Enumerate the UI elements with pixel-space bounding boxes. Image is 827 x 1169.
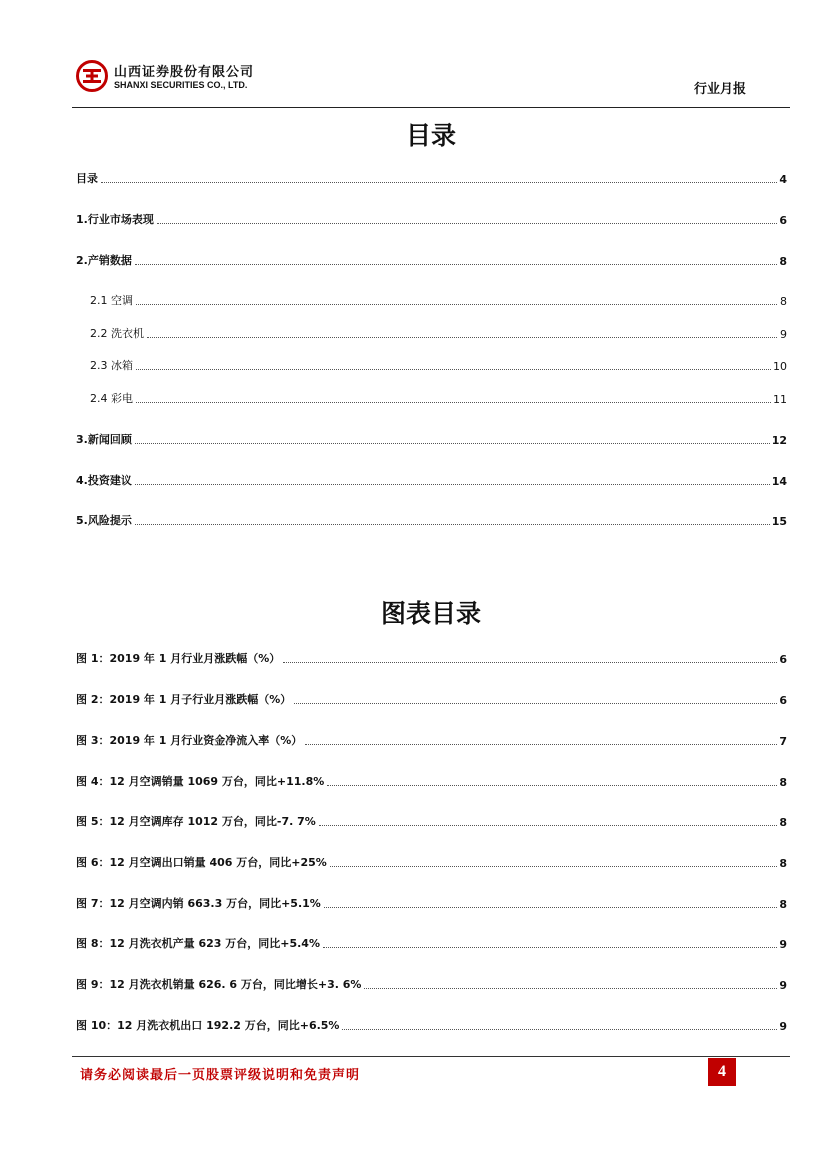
toc-entry-label: 5.风险提示 <box>76 514 132 527</box>
figure-entry-page: 8 <box>779 816 787 829</box>
page-header <box>76 56 790 108</box>
dot-leader <box>135 484 770 485</box>
dot-leader <box>101 182 777 183</box>
figure-entry[interactable] <box>76 689 787 707</box>
figure-entry[interactable] <box>76 974 787 992</box>
toc-entry-investment-advice[interactable] <box>76 470 787 488</box>
figure-entry-label: 图 5：12 月空调库存 1012 万台，同比-7. 7% <box>76 815 316 828</box>
report-type: 行业月报 <box>693 82 746 97</box>
figure-entry-label: 图 10：12 月洗衣机出口 192.2 万台，同比+6.5% <box>76 1019 340 1032</box>
toc-entry-production-sales[interactable] <box>76 250 787 268</box>
figure-entry-page: 7 <box>779 735 787 748</box>
toc-entry-label: 4.投资建议 <box>76 474 132 487</box>
toc-entry-news[interactable] <box>76 429 787 447</box>
toc-entry-air-conditioner[interactable] <box>90 290 787 308</box>
toc-entry-market-performance[interactable] <box>76 209 787 227</box>
figure-entry[interactable] <box>76 933 787 951</box>
toc-entry-label: 2.3 冰箱 <box>90 359 133 372</box>
figure-entry-page: 9 <box>779 938 787 951</box>
figure-entry[interactable] <box>76 893 787 911</box>
toc-entry-page: 8 <box>780 295 787 308</box>
toc-entry-refrigerator[interactable] <box>90 355 787 373</box>
dot-leader <box>294 703 777 704</box>
toc-entry-page: 12 <box>771 434 787 447</box>
toc-entry-label: 2.2 洗衣机 <box>90 327 144 340</box>
figure-entry-page: 8 <box>779 898 787 911</box>
dot-leader <box>135 524 770 525</box>
toc-entry-label: 目录 <box>76 172 98 185</box>
figure-entry-page: 6 <box>779 694 787 707</box>
toc-entry-page: 9 <box>780 328 787 341</box>
dot-leader <box>135 264 777 265</box>
figure-list-title: 图表目录 <box>380 599 481 628</box>
figure-entry-label: 图 7：12 月空调内销 663.3 万台，同比+5.1% <box>76 897 321 910</box>
figure-entry[interactable] <box>76 648 787 666</box>
figure-entry[interactable] <box>76 1015 787 1033</box>
dot-leader <box>283 662 777 663</box>
toc-entry-label: 2.1 空调 <box>90 294 133 307</box>
figure-entry-label: 图 3：2019 年 1 月行业资金净流入率（%） <box>76 734 303 747</box>
toc-entry-page: 4 <box>779 173 787 186</box>
header-divider <box>72 107 790 108</box>
toc-entry-risk-warning[interactable] <box>76 510 787 528</box>
toc-entry-label: 2.产销数据 <box>76 254 132 267</box>
figure-entry-label: 图 4：12 月空调销量 1069 万台，同比+11.8% <box>76 775 325 788</box>
figure-entry-label: 图 2：2019 年 1 月子行业月涨跌幅（%） <box>76 693 292 706</box>
toc-entry-page: 14 <box>771 475 787 488</box>
figure-entry-page: 9 <box>779 979 787 992</box>
figure-entry-page: 6 <box>779 653 787 666</box>
dot-leader <box>157 223 777 224</box>
figure-entry[interactable] <box>76 811 787 829</box>
page-number-badge: 4 <box>708 1058 736 1086</box>
figure-entry-label: 图 8：12 月洗衣机产量 623 万台，同比+5.4% <box>76 937 320 950</box>
figure-entry-label: 图 6：12 月空调出口销量 406 万台，同比+25% <box>76 856 327 869</box>
figure-entry-page: 9 <box>779 1020 787 1033</box>
dot-leader <box>319 825 777 826</box>
toc-entry-label: 1.行业市场表现 <box>76 213 154 226</box>
dot-leader <box>135 443 770 444</box>
dot-leader <box>364 988 777 989</box>
footer-divider <box>72 1056 790 1057</box>
dot-leader <box>342 1029 777 1030</box>
dot-leader <box>147 337 777 338</box>
toc-entry-page: 6 <box>779 214 787 227</box>
toc-title: 目录 <box>405 121 456 150</box>
figure-entry[interactable] <box>76 730 787 748</box>
toc-entry-page: 10 <box>773 360 787 373</box>
toc-entry-label: 3.新闻回顾 <box>76 433 132 446</box>
company-name-cn: 山西证券股份有限公司 <box>114 65 255 80</box>
company-name-en: SHANXI SECURITIES CO., LTD. <box>114 80 248 90</box>
figure-entry-label: 图 9：12 月洗衣机销量 626. 6 万台，同比增长+3. 6% <box>76 978 362 991</box>
toc-entry-page: 8 <box>779 255 787 268</box>
dot-leader <box>327 785 777 786</box>
toc-entry-contents[interactable] <box>76 168 787 186</box>
footer-disclaimer: 请务必阅读最后一页股票评级说明和免责声明 <box>80 1068 361 1083</box>
toc-entry-washing-machine[interactable] <box>90 323 787 341</box>
toc-entry-label: 2.4 彩电 <box>90 392 133 405</box>
toc-entry-page: 15 <box>771 515 787 528</box>
dot-leader <box>136 369 771 370</box>
figure-entry-page: 8 <box>779 857 787 870</box>
dot-leader <box>330 866 777 867</box>
figure-entry-page: 8 <box>779 776 787 789</box>
dot-leader <box>323 947 777 948</box>
figure-entry-label: 图 1：2019 年 1 月行业月涨跌幅（%） <box>76 652 281 665</box>
dot-leader <box>136 402 771 403</box>
toc-entry-page: 11 <box>773 393 787 406</box>
figure-entry[interactable] <box>76 771 787 789</box>
dot-leader <box>305 744 777 745</box>
toc-entry-tv[interactable] <box>90 388 787 406</box>
dot-leader <box>324 907 777 908</box>
company-logo-icon <box>76 60 108 92</box>
dot-leader <box>136 304 777 305</box>
figure-entry[interactable] <box>76 852 787 870</box>
